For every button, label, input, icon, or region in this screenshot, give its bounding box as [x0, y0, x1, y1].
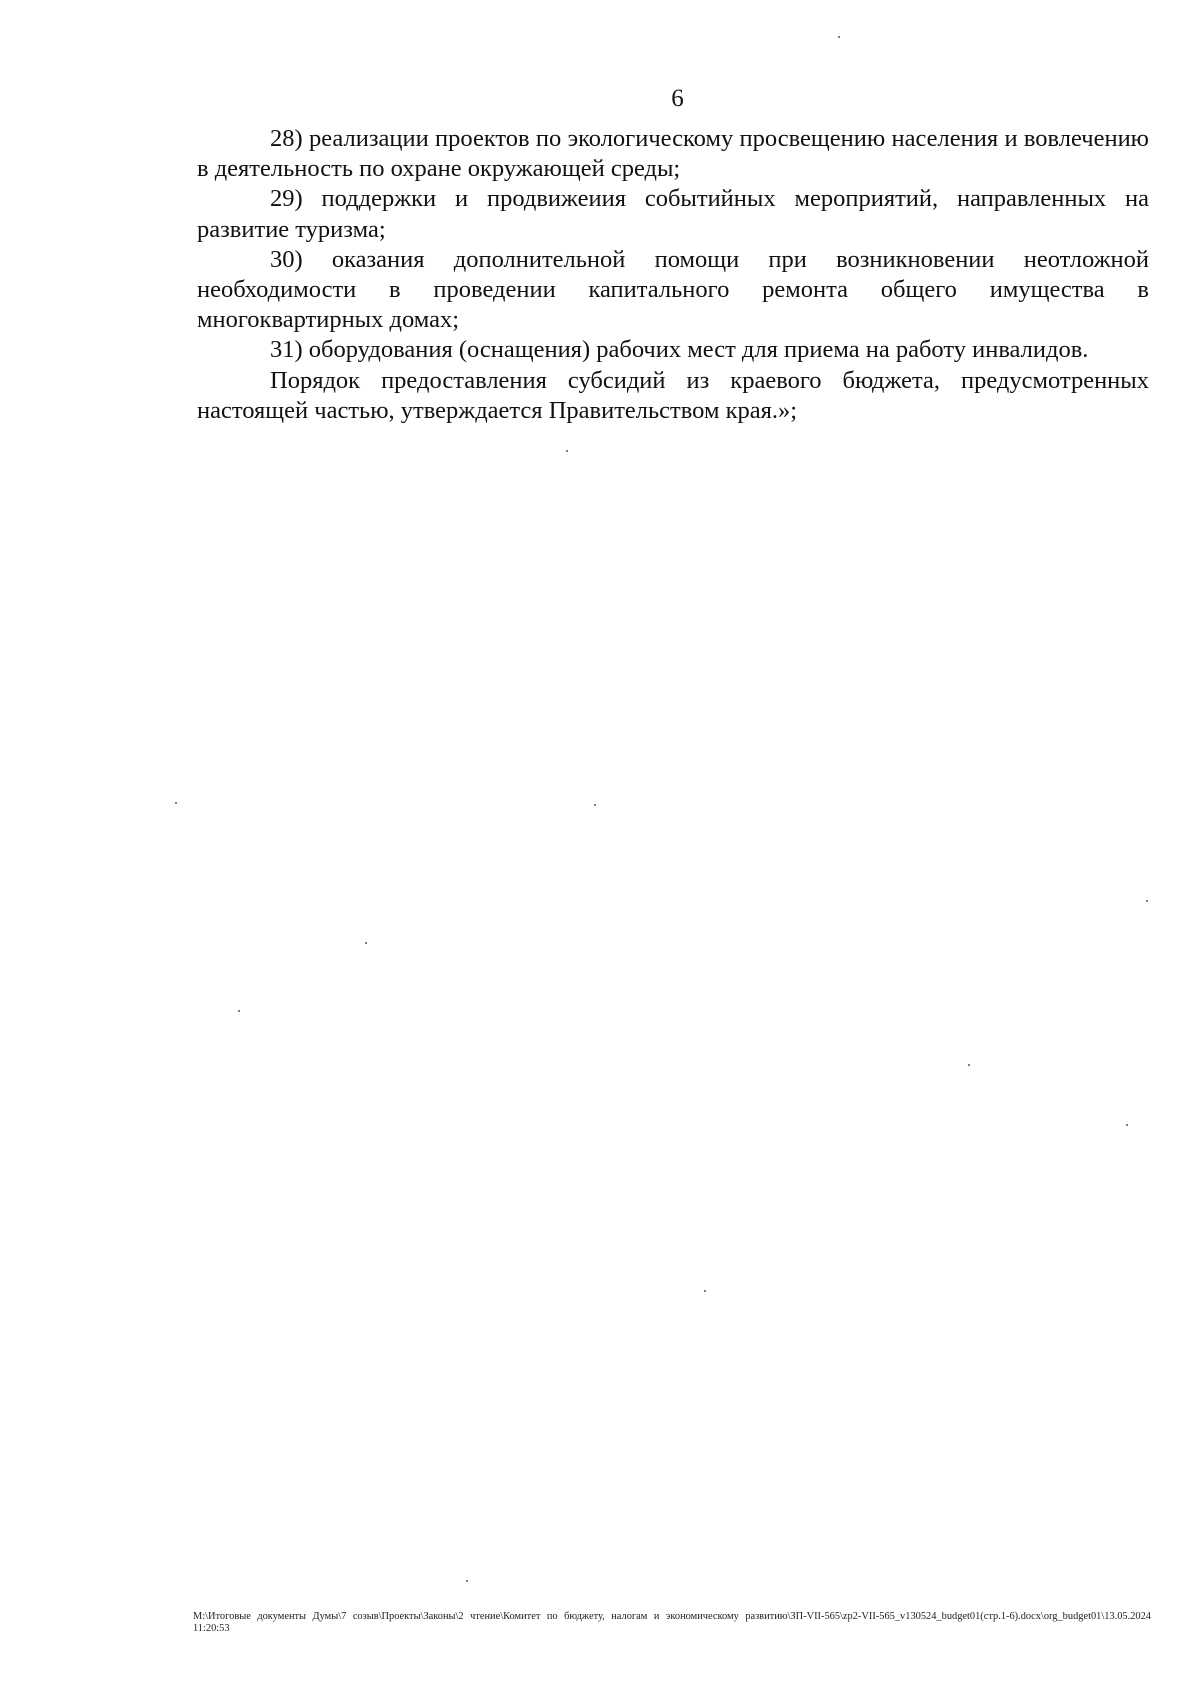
scan-speck — [175, 802, 177, 804]
paragraph-item-30: 30) оказания дополнительной помощи при возникновении неотложной необходимости в проведении капитального ремонта общего имущества в многоквартирных домах; — [197, 245, 1149, 334]
scan-speck — [365, 942, 367, 944]
scan-speck — [838, 36, 840, 38]
procedure-paragraph: Порядок предоставления субсидий из краевого бюджета, предусмотренных настоящей частью, утверждается Правительством края.»; — [197, 366, 1149, 424]
paragraph-item-28: 28) реализации проектов по экологическому просвещению населения и вовлечению в деятельность по охране окружающей среды; — [197, 125, 1149, 183]
scan-speck — [594, 804, 596, 806]
page-number: 6 — [671, 85, 684, 112]
scan-speck — [566, 450, 568, 452]
scan-speck — [704, 1290, 706, 1292]
document-body — [197, 124, 1149, 426]
paragraph-item-29: 29) поддержки и продвижеиия событийных мероприятий, направленных на развитие туризма; — [197, 185, 1149, 243]
paragraph-item-31: 31) оборудования (оснащения) рабочих мест для приема на работу инвалидов. — [270, 336, 1089, 364]
scan-speck — [1146, 900, 1148, 902]
scan-speck — [968, 1064, 970, 1066]
scan-speck — [466, 1580, 468, 1582]
scan-speck — [1126, 1124, 1128, 1126]
footer-file-path: M:\Итоговые документы Думы\7 созыв\Проекты\Законы\2 чтение\Комитет по бюджету, налогам и экономическому развитию\ЗП-VII-565\zp2-VII-565_v130524_budget01(стр.1-6).docx\org_budget01\13.05.2024 11:20:53 — [193, 1611, 1151, 1634]
scan-speck — [238, 1010, 240, 1012]
